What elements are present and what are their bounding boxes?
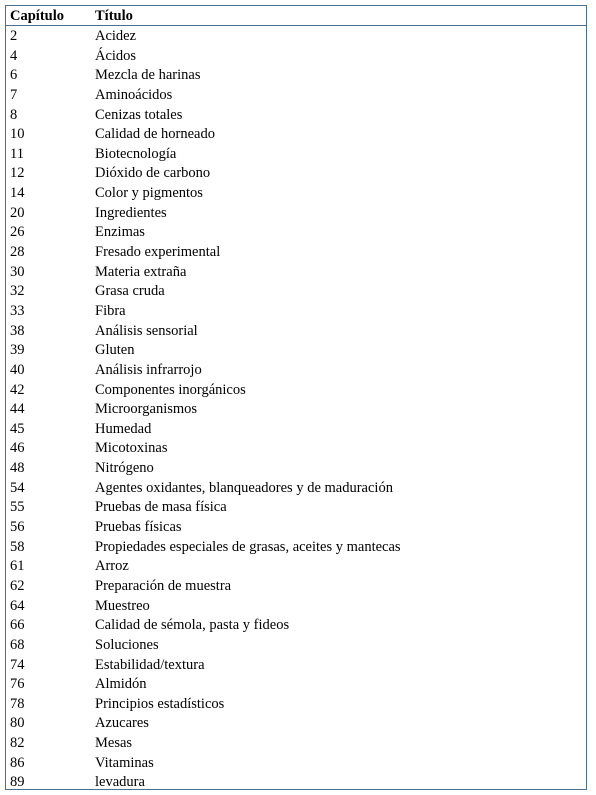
table-header-row — [6, 6, 586, 26]
chapter-title: Microorganismos — [95, 401, 198, 418]
chapter-number: 10 — [10, 126, 25, 143]
chapter-number: 4 — [10, 47, 18, 64]
chapter-number: 30 — [10, 263, 25, 280]
chapter-number: 46 — [10, 440, 25, 457]
chapter-title: Fibra — [95, 302, 126, 319]
chapter-title: Mesas — [95, 735, 133, 752]
chapter-title: Análisis sensorial — [95, 322, 198, 339]
chapter-table — [5, 5, 587, 790]
table-row — [6, 656, 586, 676]
chapter-number: 68 — [10, 636, 25, 653]
table-row — [6, 164, 586, 184]
chapter-number: 82 — [10, 735, 25, 752]
chapter-number: 66 — [10, 617, 25, 634]
chapter-title: Pruebas físicas — [95, 519, 182, 536]
chapter-title: Dióxido de carbono — [95, 165, 211, 182]
table-row — [6, 675, 586, 695]
table-row — [6, 577, 586, 597]
table-row — [6, 184, 586, 204]
table-row — [6, 479, 586, 499]
chapter-number: 39 — [10, 342, 25, 359]
table-row — [6, 498, 586, 518]
table-row — [6, 754, 586, 774]
table-row — [6, 714, 586, 734]
table-row — [6, 263, 586, 283]
table-row — [6, 459, 586, 479]
table-row — [6, 538, 586, 558]
table-row — [6, 106, 586, 126]
chapter-title: Calidad de horneado — [95, 126, 215, 143]
chapter-number: 54 — [10, 479, 25, 496]
chapter-number: 42 — [10, 381, 25, 398]
chapter-number: 62 — [10, 577, 25, 594]
chapter-number: 48 — [10, 460, 25, 477]
chapter-number: 7 — [10, 86, 18, 103]
table-row — [6, 381, 586, 401]
chapter-number: 2 — [10, 28, 18, 44]
chapter-title: Soluciones — [95, 636, 159, 653]
table-row — [6, 47, 586, 67]
table-row — [6, 361, 586, 381]
chapter-title: Pruebas de masa física — [95, 499, 227, 516]
table-row — [6, 27, 586, 47]
table-body — [6, 27, 586, 793]
table-row — [6, 223, 586, 243]
chapter-title: Componentes inorgánicos — [95, 381, 246, 398]
chapter-title: levadura — [95, 774, 145, 791]
chapter-number: 28 — [10, 244, 25, 261]
chapter-number: 14 — [10, 185, 25, 202]
chapter-title: Micotoxinas — [95, 440, 168, 457]
table-row — [6, 734, 586, 754]
chapter-title: Arroz — [95, 558, 129, 575]
chapter-title: Biotecnología — [95, 145, 177, 162]
table-row — [6, 86, 586, 106]
chapter-title: Cenizas totales — [95, 106, 183, 123]
chapter-title: Análisis infrarrojo — [95, 361, 202, 378]
table-row — [6, 302, 586, 322]
table-row — [6, 322, 586, 342]
chapter-number: 26 — [10, 224, 25, 241]
chapter-title: Vitaminas — [95, 754, 154, 771]
chapter-title: Enzimas — [95, 224, 145, 241]
table-row — [6, 282, 586, 302]
chapter-title: Preparación de muestra — [95, 577, 232, 594]
chapter-title: Gluten — [95, 342, 135, 359]
table-row — [6, 420, 586, 440]
chapter-number: 89 — [10, 774, 25, 791]
table-row — [6, 636, 586, 656]
chapter-title: Ácidos — [95, 47, 137, 64]
table-row — [6, 773, 586, 793]
chapter-number: 56 — [10, 519, 25, 536]
chapter-title: Muestreo — [95, 597, 150, 614]
table-row — [6, 695, 586, 715]
chapter-title: Azucares — [95, 715, 149, 732]
chapter-number: 61 — [10, 558, 25, 575]
chapter-number: 33 — [10, 302, 25, 319]
chapter-title: Principios estadísticos — [95, 695, 225, 712]
chapter-number: 44 — [10, 401, 25, 418]
table-row — [6, 439, 586, 459]
chapter-title: Fresado experimental — [95, 244, 221, 261]
chapter-number: 12 — [10, 165, 25, 182]
chapter-title: Calidad de sémola, pasta y fideos — [95, 617, 290, 634]
chapter-number: 74 — [10, 656, 25, 673]
chapter-title: Aminoácidos — [95, 86, 173, 103]
table-row — [6, 557, 586, 577]
chapter-number: 45 — [10, 420, 25, 437]
table-row — [6, 145, 586, 165]
chapter-number: 20 — [10, 204, 25, 221]
chapter-number: 8 — [10, 106, 18, 123]
chapter-number: 86 — [10, 754, 25, 771]
chapter-title: Grasa cruda — [95, 283, 165, 300]
chapter-title: Estabilidad/textura — [95, 656, 205, 673]
chapter-number: 55 — [10, 499, 25, 516]
table-row — [6, 616, 586, 636]
chapter-title: Color y pigmentos — [95, 185, 203, 202]
table-row — [6, 125, 586, 145]
table-row — [6, 66, 586, 86]
chapter-title: Nitrógeno — [95, 460, 154, 477]
chapter-number: 38 — [10, 322, 25, 339]
chapter-title: Mezcla de harinas — [95, 67, 201, 84]
header-title: Título — [95, 8, 133, 24]
chapter-title: Acidez — [95, 28, 137, 44]
table-row — [6, 243, 586, 263]
header-chapter: Capítulo — [10, 8, 64, 24]
chapter-title: Ingredientes — [95, 204, 167, 221]
chapter-number: 80 — [10, 715, 25, 732]
chapter-title: Materia extraña — [95, 263, 187, 280]
chapter-title: Propiedades especiales de grasas, aceites y mantecas — [95, 538, 401, 555]
table-row — [6, 597, 586, 617]
chapter-number: 58 — [10, 538, 25, 555]
chapter-title: Almidón — [95, 676, 147, 693]
chapter-number: 32 — [10, 283, 25, 300]
chapter-title: Agentes oxidantes, blanqueadores y de maduración — [95, 479, 393, 496]
table-row — [6, 518, 586, 538]
chapter-number: 76 — [10, 676, 25, 693]
chapter-number: 64 — [10, 597, 25, 614]
chapter-number: 78 — [10, 695, 25, 712]
table-row — [6, 400, 586, 420]
chapter-number: 40 — [10, 361, 25, 378]
chapter-title: Humedad — [95, 420, 152, 437]
chapter-number: 11 — [10, 145, 24, 162]
chapter-number: 6 — [10, 67, 18, 84]
table-row — [6, 341, 586, 361]
table-row — [6, 204, 586, 224]
